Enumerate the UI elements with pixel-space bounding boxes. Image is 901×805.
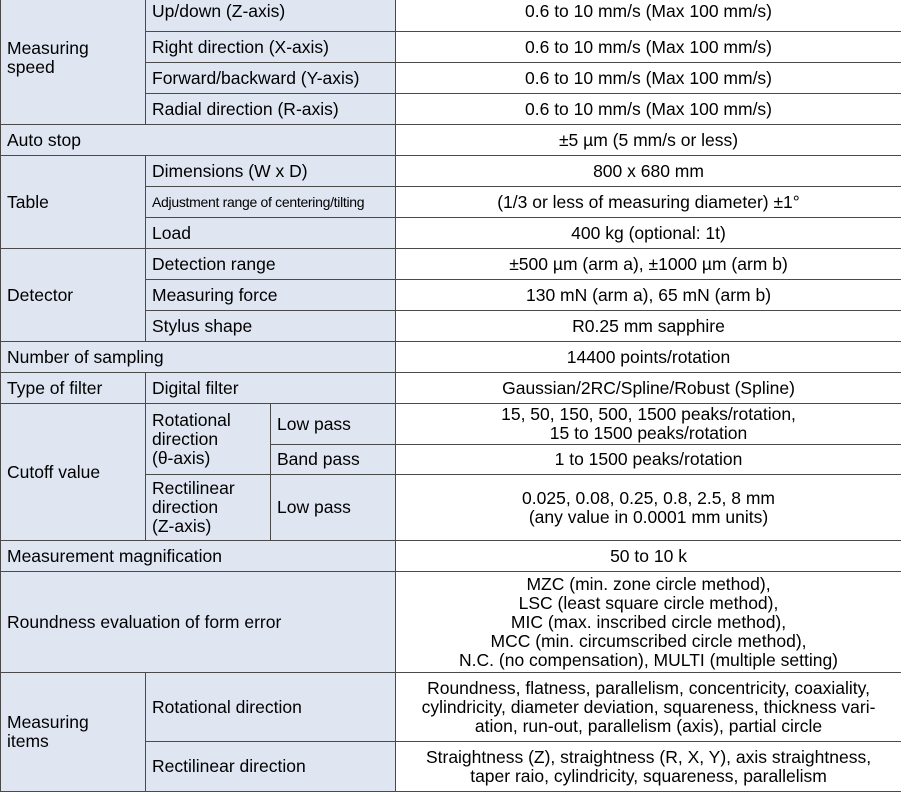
- table-row: [1, 0, 901, 32]
- table-item-label: Load: [146, 218, 396, 249]
- filter-value: Gaussian/2RC/Spline/Robust (Spline): [396, 373, 901, 404]
- measuring-items-rectilinear-label: Rectilinear direction: [146, 742, 396, 792]
- auto-stop-value: ±5 µm (5 mm/s or less): [396, 125, 901, 156]
- cutoff-rectilinear-label: Rectilinear direction (Z-axis): [146, 475, 271, 541]
- table-row: [1, 249, 901, 280]
- magnification-value: 50 to 10 k: [396, 541, 901, 572]
- magnification-label: Measurement magnification: [1, 541, 396, 572]
- speed-value: 0.6 to 10 mm/s (Max 100 mm/s): [396, 63, 901, 94]
- detector-item-label: Stylus shape: [146, 311, 396, 342]
- table-row: [1, 373, 901, 404]
- cutoff-rectilinear-low-pass-value: 0.025, 0.08, 0.25, 0.8, 2.5, 8 mm (any value in 0.0001 mm units): [396, 475, 901, 541]
- table-item-value: (1/3 or less of measuring diameter) ±1°: [396, 187, 901, 218]
- table-row: [1, 404, 901, 445]
- table-item-value: 800 x 680 mm: [396, 156, 901, 187]
- table-item-label: Adjustment range of centering/tilting: [146, 187, 396, 218]
- table-row: [1, 572, 901, 673]
- detector-item-value: R0.25 mm sapphire: [396, 311, 901, 342]
- cutoff-band-pass-value: 1 to 1500 peaks/rotation: [396, 445, 901, 475]
- filter-item-label: Digital filter: [146, 373, 396, 404]
- measuring-items-rotational-label: Rotational direction: [146, 673, 396, 742]
- table-item-value: 400 kg (optional: 1t): [396, 218, 901, 249]
- auto-stop-label: Auto stop: [1, 125, 396, 156]
- speed-axis-label: Forward/backward (Y-axis): [146, 63, 396, 94]
- cutoff-label: Cutoff value: [1, 404, 146, 541]
- detector-item-value: ±500 µm (arm a), ±1000 µm (arm b): [396, 249, 901, 280]
- cutoff-rectilinear-low-pass-label: Low pass: [271, 475, 396, 541]
- table-item-label: Dimensions (W x D): [146, 156, 396, 187]
- table-row: [1, 541, 901, 572]
- speed-value: 0.6 to 10 mm/s (Max 100 mm/s): [396, 94, 901, 125]
- table-row: [1, 673, 901, 742]
- roundness-value: MZC (min. zone circle method), LSC (least square circle method), MIC (max. inscribed circle method), MCC (min. circumscribed circle method), N.C. (no compensation), MULTI (multiple setting): [396, 572, 901, 673]
- table-row: [1, 342, 901, 373]
- cutoff-low-pass-value: 15, 50, 150, 500, 1500 peaks/rotation, 15 to 1500 peaks/rotation: [396, 404, 901, 445]
- cutoff-band-pass-label: Band pass: [271, 445, 396, 475]
- filter-label: Type of filter: [1, 373, 146, 404]
- detector-item-value: 130 mN (arm a), 65 mN (arm b): [396, 280, 901, 311]
- table-row: [1, 156, 901, 187]
- speed-value: 0.6 to 10 mm/s (Max 100 mm/s): [396, 32, 901, 63]
- table-label: Table: [1, 156, 146, 249]
- detector-item-label: Detection range: [146, 249, 396, 280]
- measuring-items-label: Measuring items: [1, 673, 146, 792]
- sampling-value: 14400 points/rotation: [396, 342, 901, 373]
- speed-axis-label: Radial direction (R-axis): [146, 94, 396, 125]
- speed-axis-label: Right direction (X-axis): [146, 32, 396, 63]
- sampling-label: Number of sampling: [1, 342, 396, 373]
- speed-value: 0.6 to 10 mm/s (Max 100 mm/s): [396, 0, 901, 32]
- table-row: [1, 125, 901, 156]
- roundness-label: Roundness evaluation of form error: [1, 572, 396, 673]
- speed-axis-label: Up/down (Z-axis): [146, 0, 396, 32]
- measuring-items-rectilinear-value: Straightness (Z), straightness (R, X, Y), axis straightness, taper raio, cylindricity, squareness, parallelism: [396, 742, 901, 792]
- detector-item-label: Measuring force: [146, 280, 396, 311]
- measuring-items-rotational-value: Roundness, flatness, parallelism, concentricity, coaxiality, cylindricity, diameter deviation, squareness, thickness vari- ation, run-out, parallelism (axis), partial circle: [396, 673, 901, 742]
- detector-label: Detector: [1, 249, 146, 342]
- cutoff-rotational-label: Rotational direction (θ-axis): [146, 404, 271, 475]
- measuring-speed-label: Measuring speed: [1, 0, 146, 125]
- cutoff-low-pass-label: Low pass: [271, 404, 396, 445]
